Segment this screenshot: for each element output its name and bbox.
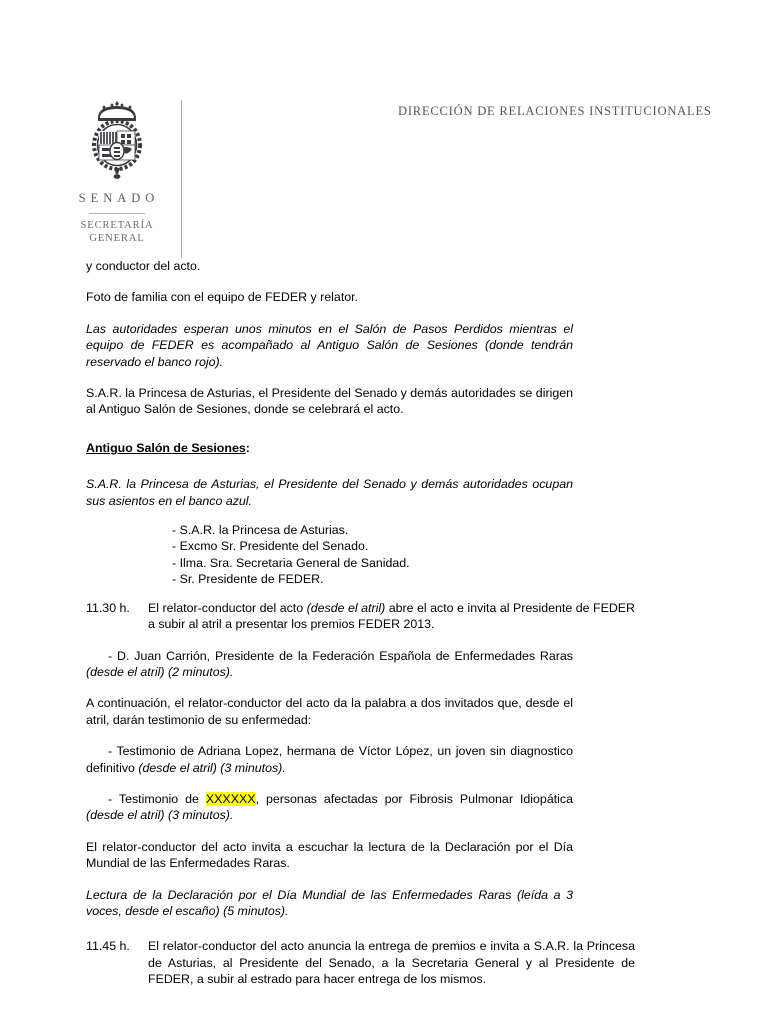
paragraph-photo: Foto de familia con el equipo de FEDER y relator. (86, 290, 359, 305)
schedule-entry-1130 (86, 600, 635, 633)
text-part-b: abre el acto e invita al Presidente de FEDER a subir al atril a presentar los premios FEDER 2013. (148, 600, 635, 632)
text-part-italic: (desde el atril) (3 minutos). (138, 760, 286, 775)
paragraph-testimony-redacted (86, 791, 573, 824)
text-part-a: - Testimonio de Adriana Lopez, hermana de Víctor López, un joven sin diagnostico definitivo (86, 744, 573, 775)
list-item: - Excmo Sr. Presidente del Senado. (172, 539, 369, 554)
department-title: DIRECCIÓN DE RELACIONES INSTITUCIONALES (398, 104, 712, 118)
text-part-italic: (desde el atril) (3 minutos). (86, 808, 234, 823)
text-part-a: El relator-conductor del acto (148, 600, 307, 615)
section-heading-antiguo-salon (86, 440, 635, 456)
list-item: - S.A.R. la Princesa de Asturias. (172, 523, 349, 538)
schedule-text (148, 600, 635, 633)
letterhead (52, 98, 182, 245)
paragraph-seating-italic: S.A.R. la Princesa de Asturias, el Presidente del Senado y demás autoridades ocupan sus asientos en el banco azul. (86, 477, 573, 508)
section-heading-colon: : (245, 440, 250, 455)
schedule-text: El relator-conductor del acto anuncia la entrega de premios e invita a S.A.R. la Princesa de Asturias, al Presidente del Senado, a la Secretaria General y al Presidente de FEDER, a subir al estrado para hacer entrega de los mismos. (148, 939, 635, 987)
time-label: 11.30 h. (86, 600, 130, 615)
schedule-entry-1145 (86, 938, 635, 987)
spanish-royal-coat-of-arms-icon (85, 98, 149, 182)
office-line-2: GENERAL (89, 232, 145, 244)
paragraph-testimony-adriana (86, 743, 573, 776)
list-item: - Sr. Presidente de FEDER. (172, 572, 324, 587)
text-part-italic: (desde el atril) (2 minutos). (86, 664, 234, 679)
text-part-a: - Testimonio de (108, 791, 206, 806)
paragraph-juan-carrion (86, 648, 573, 681)
paragraph-declaration-invite: El relator-conductor del acto invita a escuchar la lectura de la Declaración por el Día Mundial de las Enfermedades Raras. (86, 839, 573, 871)
paragraph-declaration-reading-italic: Lectura de la Declaración por el Día Mundial de las Enfermedades Raras (leída a 3 voces, desde el escaño) (5 minutos). (86, 887, 573, 918)
institution-name: SENADO (78, 191, 160, 205)
list-item: - Ilma. Sra. Secretaria General de Sanidad. (172, 555, 410, 570)
letterhead-divider (89, 213, 145, 214)
text-part-italic: (desde el atril) (306, 600, 386, 615)
document-body (86, 258, 635, 988)
paragraph-continuation: y conductor del acto. (86, 259, 201, 273)
section-heading-text: Antiguo Salón de Sesiones (86, 440, 246, 455)
paragraph-waiting-italic: Las autoridades esperan unos minutos en el Salón de Pasos Perdidos mientras el equipo de FEDER es acompañado al Antiguo Salón de Sesiones (donde tendrán reservado el banco rojo). (86, 321, 573, 369)
paragraph-move-to-hall: S.A.R. la Princesa de Asturias, el Presidente del Senado y demás autoridades se dirigen al Antiguo Salón de Sesiones, donde se celebrará el acto. (86, 386, 573, 417)
office-name (52, 220, 182, 245)
attendee-list (172, 522, 635, 588)
text-part-b: , personas afectadas por Fibrosis Pulmonar Idiopática (255, 791, 573, 806)
office-line-1: SECRETARÍA (80, 220, 154, 231)
letterhead-vertical-rule (181, 100, 182, 258)
time-label: 11.45 h. (86, 939, 130, 954)
redacted-name-highlight: XXXXXX (205, 791, 256, 806)
text-part-a: - D. Juan Carrión, Presidente de la Federación Española de Enfermedades Raras (108, 648, 573, 663)
paragraph-two-guests: A continuación, el relator-conductor del acto da la palabra a dos invitados que, desde el atril, darán testimonio de su enfermedad: (86, 696, 573, 727)
